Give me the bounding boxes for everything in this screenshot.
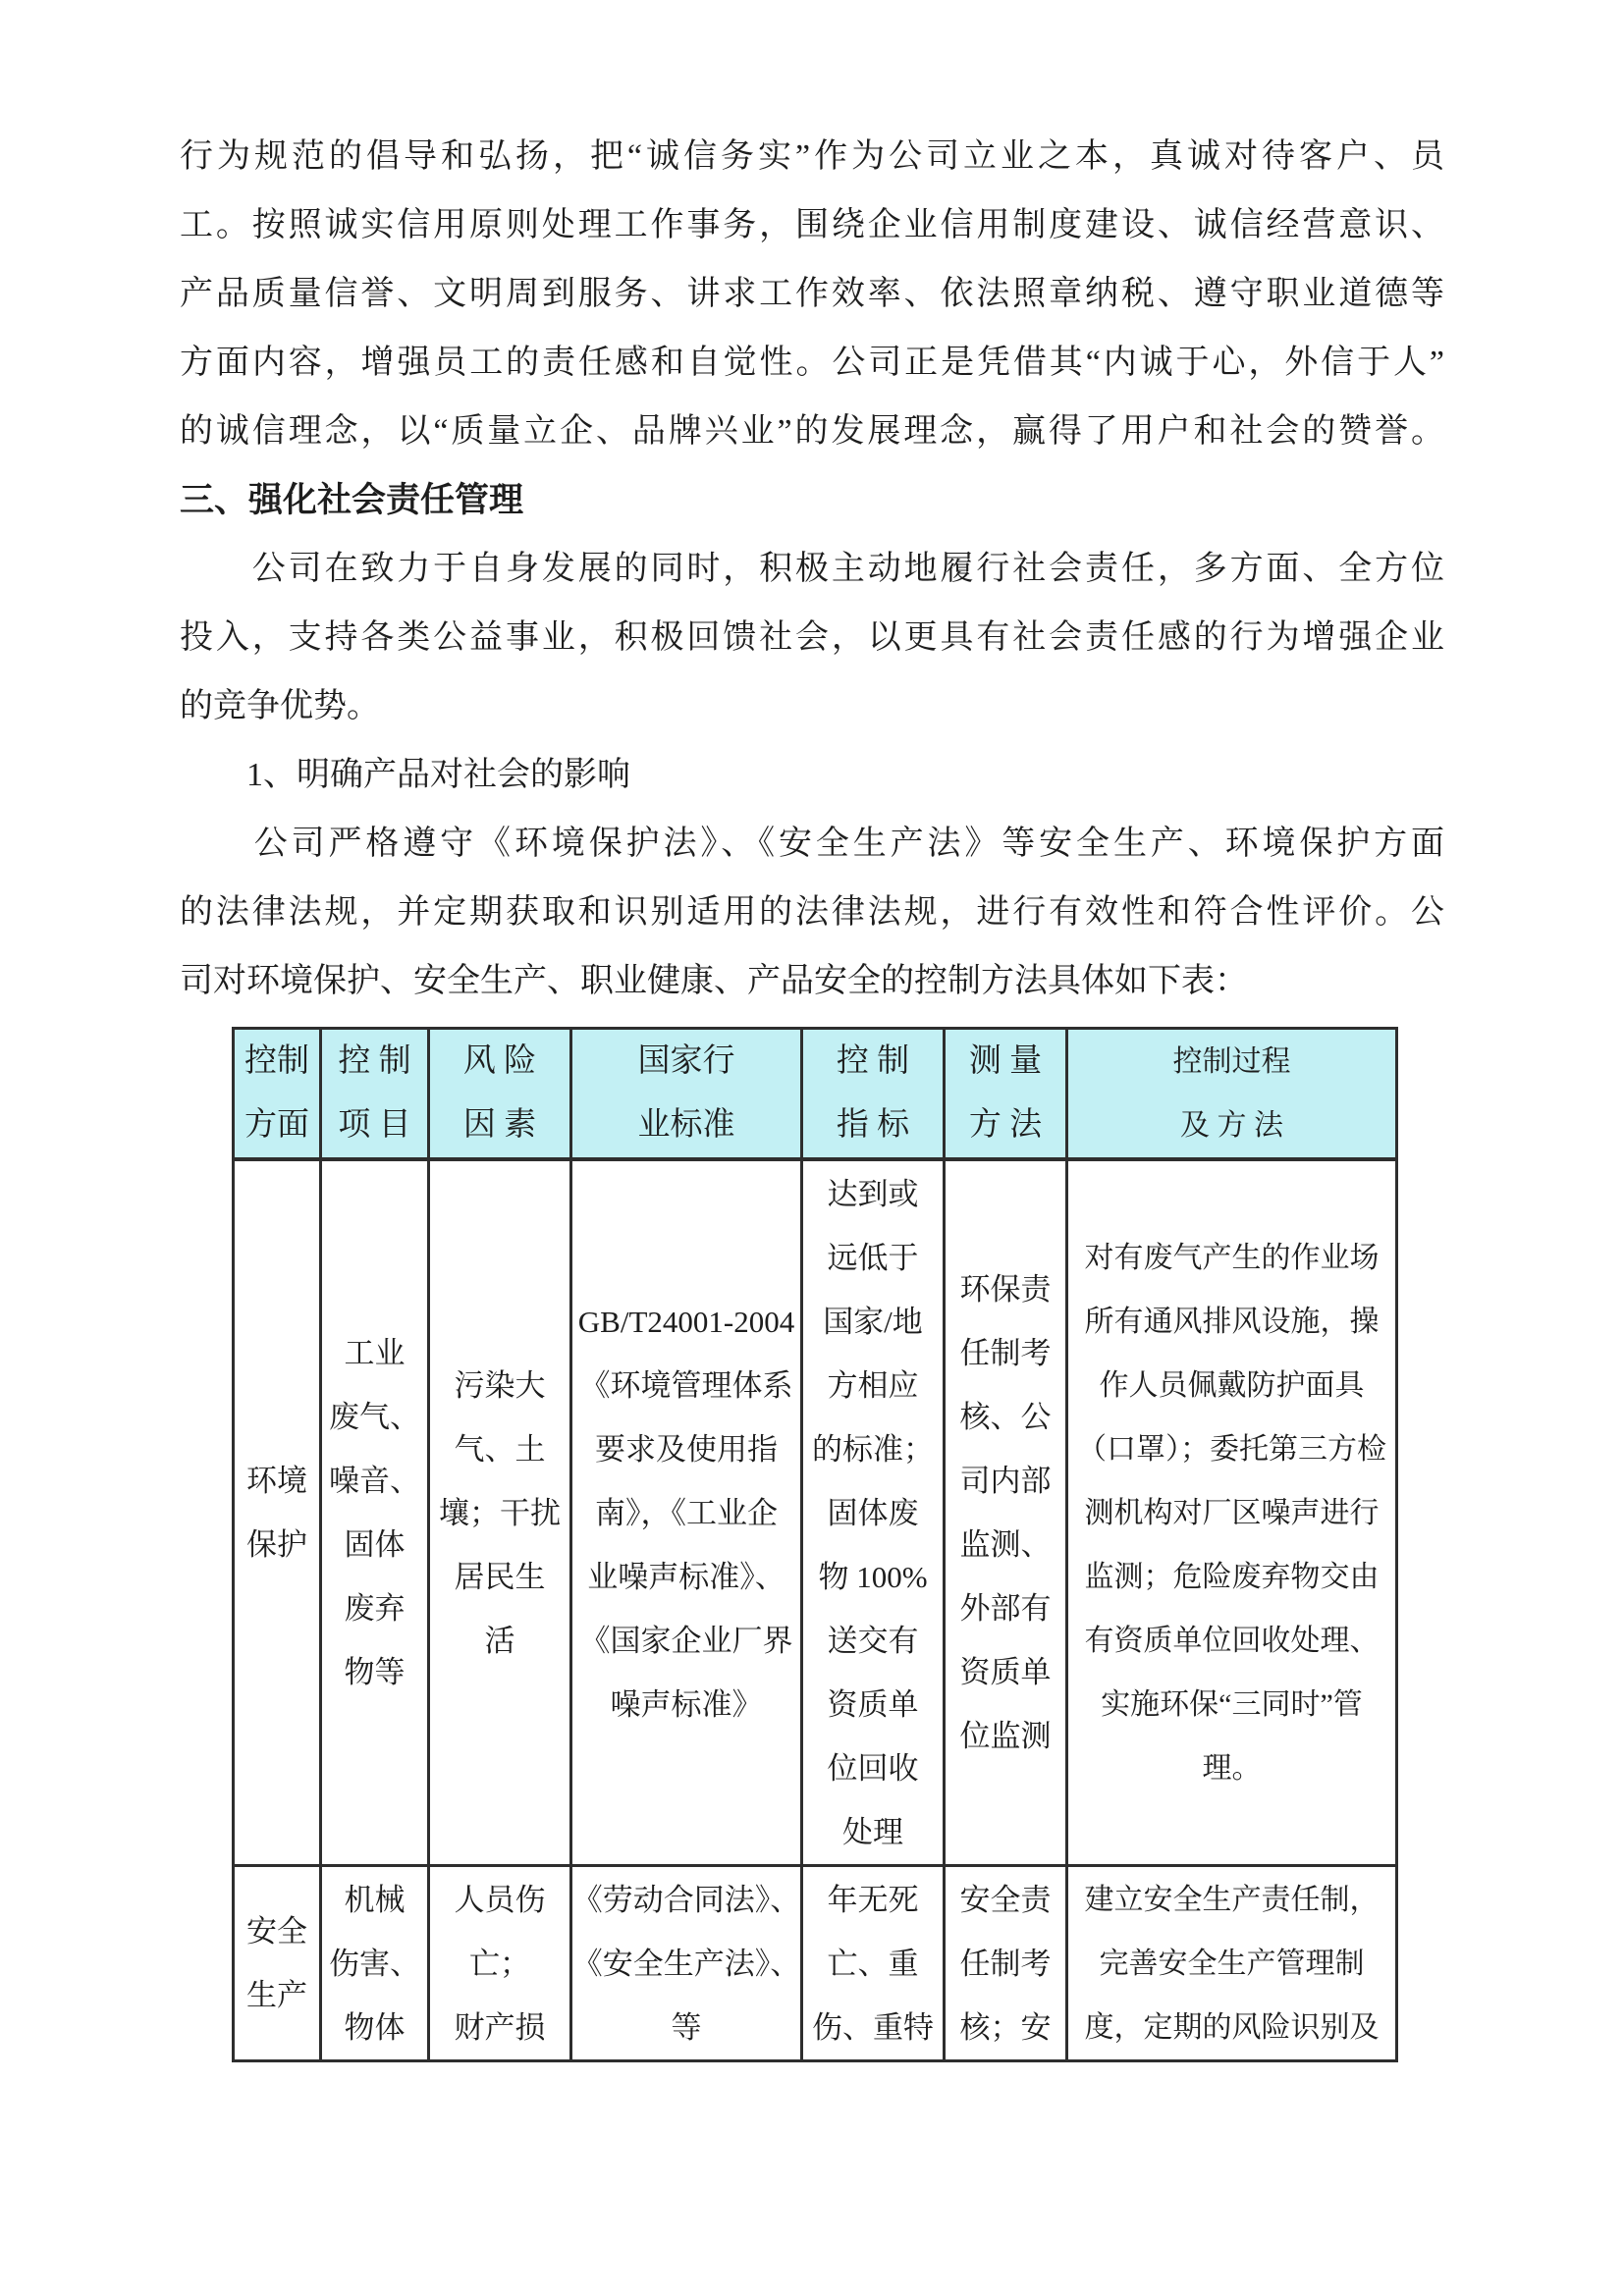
cell-line: 理。	[1202, 1751, 1262, 1785]
cell-line: 监测；危险废弃物交由	[1084, 1560, 1380, 1593]
section-heading	[180, 466, 1444, 535]
cell-line: 送交有	[827, 1623, 919, 1658]
table-cell	[430, 1161, 572, 1864]
cell-line: 测 量	[968, 1043, 1043, 1079]
table-cell	[946, 1867, 1068, 2059]
text-line: 1、明确产品对社会的影响	[180, 757, 630, 793]
cell-line: 达到或	[827, 1176, 919, 1211]
cell-line: 控 制	[338, 1043, 411, 1079]
text-line: 工。按照诚实信用原则处理工作事务，围绕企业信用制度建设、诚信经营意识、	[180, 207, 1444, 243]
cell-line: 方面	[244, 1107, 309, 1143]
cell-line: 及 方 法	[1180, 1109, 1283, 1142]
cell-line: 任制考	[959, 1946, 1052, 1981]
cell-line: 环保责	[959, 1272, 1052, 1307]
table-header-cell	[1068, 1030, 1395, 1157]
table-cell	[946, 1161, 1068, 1864]
text-line: 的竞争优势。	[180, 688, 380, 724]
table-cell	[322, 1161, 430, 1864]
table-cell	[803, 1161, 946, 1864]
table-cell	[235, 1867, 322, 2059]
text-line: 方面内容，增强员工的责任感和自觉性。公司正是凭借其“内诚于心，外信于人”	[180, 345, 1444, 381]
table-cell	[803, 1867, 946, 2059]
cell-line: 气、土	[454, 1431, 546, 1467]
cell-line: 控 制	[836, 1043, 910, 1079]
cell-line: 伤、重特	[812, 2009, 934, 2045]
paragraph-compliance	[180, 810, 1444, 1016]
text-line: 三、强化社会责任管理	[180, 481, 524, 519]
cell-line: 噪音、	[329, 1464, 420, 1498]
cell-line: 生产	[246, 1978, 307, 2012]
cell-line: 有资质单位回收处理、	[1084, 1624, 1380, 1657]
cell-line: 处理	[842, 1814, 903, 1849]
text-line: 的法律法规，并定期获取和识别适用的法律法规，进行有效性和符合性评价。公	[180, 894, 1444, 931]
cell-line: 废弃	[344, 1591, 406, 1626]
cell-line: 噪声标准》	[610, 1686, 763, 1722]
cell-line: 《劳动合同法》、	[572, 1882, 801, 1917]
subheading-product-impact	[180, 741, 1444, 810]
cell-line: 外部有	[959, 1591, 1052, 1626]
cell-line: 的标准；	[812, 1431, 934, 1467]
cell-line: 南》，《工业企	[595, 1495, 778, 1530]
cell-line: 居民生	[454, 1559, 546, 1594]
cell-line: 工业	[344, 1336, 406, 1370]
table-cell	[572, 1161, 803, 1864]
cell-line: 建立安全生产责任制，	[1084, 1883, 1380, 1916]
table-cell	[572, 1867, 803, 2059]
table-header-cell	[235, 1030, 322, 1157]
cell-line: 污染大	[454, 1367, 546, 1403]
cell-line: 测机构对厂区噪声进行	[1084, 1496, 1380, 1529]
cell-line: 保护	[246, 1527, 307, 1562]
cell-line: 安全责	[959, 1882, 1052, 1917]
cell-line: 控制	[244, 1043, 309, 1079]
cell-line: 固体废	[827, 1495, 919, 1530]
table-header-cell	[946, 1030, 1068, 1157]
cell-line: 方相应	[827, 1367, 919, 1403]
cell-line: 项 目	[338, 1107, 411, 1143]
cell-line: 控制过程	[1172, 1045, 1291, 1078]
cell-line: 物体	[344, 2009, 406, 2045]
cell-line: 物等	[344, 1655, 406, 1689]
cell-line: （口罩）；委托第三方检	[1077, 1432, 1386, 1466]
table-cell	[430, 1867, 572, 2059]
cell-line: 方 法	[968, 1107, 1043, 1143]
cell-line: 核；安	[959, 2009, 1052, 2045]
cell-line: 业噪声标准》、	[587, 1559, 785, 1594]
cell-line: 固体	[344, 1527, 406, 1562]
row-production-safety	[235, 1867, 1395, 2059]
cell-line: 亡、重	[827, 1946, 919, 1981]
control-methods-table	[232, 1027, 1398, 2062]
cell-line: 作人员佩戴防护面具	[1099, 1368, 1365, 1402]
cell-line: GB/T24001-2004	[577, 1304, 795, 1339]
cell-line: 指 标	[836, 1107, 910, 1143]
cell-line: 核、公	[959, 1400, 1052, 1434]
cell-line: 物 100%	[818, 1559, 928, 1594]
cell-line: 位回收	[827, 1750, 919, 1786]
cell-line: 环境	[246, 1464, 307, 1498]
text-line: 行为规范的倡导和弘扬，把“诚信务实”作为公司立业之本，真诚对待客户、员	[180, 138, 1444, 175]
cell-line: 所有通风排风设施，操	[1084, 1305, 1380, 1338]
cell-line: 活	[484, 1623, 515, 1658]
cell-line: 废气、	[329, 1400, 420, 1434]
cell-line: 资质单	[959, 1655, 1052, 1689]
cell-line: 要求及使用指	[595, 1431, 778, 1467]
text-line: 产品质量信誉、文明周到服务、讲求工作效率、依法照章纳税、遵守职业道德等	[180, 276, 1444, 312]
cell-line: 位监测	[959, 1719, 1052, 1753]
cell-line: 风 险	[462, 1043, 537, 1079]
table-cell	[1068, 1867, 1395, 2059]
cell-line: 机械	[344, 1882, 406, 1917]
table-cell	[235, 1161, 322, 1864]
cell-line: 《安全生产法》、	[572, 1946, 801, 1981]
cell-line: 人员伤	[454, 1882, 546, 1917]
text-line: 投入，支持各类公益事业，积极回馈社会，以更具有社会责任感的行为增强企业	[180, 619, 1444, 656]
cell-line: 财产损	[454, 2009, 546, 2045]
cell-line: 安全	[246, 1914, 307, 1949]
cell-line: 《国家企业厂界	[579, 1623, 793, 1658]
document-content	[180, 123, 1444, 2062]
cell-line: 监测、	[959, 1527, 1052, 1562]
text-line: 的诚信理念，以“质量立企、品牌兴业”的发展理念，赢得了用户和社会的赞誉。	[180, 413, 1444, 450]
table-header-row	[235, 1030, 1395, 1161]
cell-line: 远低于	[827, 1240, 919, 1275]
cell-line: 业标准	[637, 1107, 735, 1143]
cell-line: 司内部	[959, 1464, 1052, 1498]
cell-line: 实施环保“三同时”管	[1101, 1687, 1363, 1721]
cell-line: 伤害、	[329, 1946, 420, 1981]
cell-line: 《环境管理体系	[579, 1367, 793, 1403]
table-cell	[322, 1867, 430, 2059]
cell-line: 年无死	[827, 1882, 919, 1917]
table-header-cell	[803, 1030, 946, 1157]
table-cell	[1068, 1161, 1395, 1864]
cell-line: 国家/地	[823, 1304, 923, 1339]
table-header-cell	[430, 1030, 572, 1157]
cell-line: 等	[671, 2009, 702, 2045]
cell-line: 因 素	[462, 1107, 537, 1143]
table-header-cell	[572, 1030, 803, 1157]
row-environment-protection	[235, 1161, 1395, 1867]
text-line: 公司严格遵守《环境保护法》、《安全生产法》等安全生产、环境保护方面	[180, 826, 1444, 862]
cell-line: 完善安全生产管理制	[1099, 1947, 1365, 1980]
cell-line: 度，定期的风险识别及	[1084, 2010, 1380, 2044]
cell-line: 资质单	[827, 1686, 919, 1722]
paragraph-social-responsibility	[180, 535, 1444, 741]
paragraph-integrity	[180, 123, 1444, 466]
text-line: 司对环境保护、安全生产、职业健康、产品安全的控制方法具体如下表：	[180, 963, 1248, 999]
cell-line: 亡；	[469, 1946, 530, 1981]
cell-line: 国家行	[637, 1043, 735, 1079]
cell-line: 对有废气产生的作业场	[1084, 1241, 1380, 1274]
cell-line: 任制考	[959, 1336, 1052, 1370]
cell-line: 壤；干扰	[439, 1495, 561, 1530]
table-header-cell	[322, 1030, 430, 1157]
text-line: 公司在致力于自身发展的同时，积极主动地履行社会责任，多方面、全方位	[180, 551, 1444, 587]
